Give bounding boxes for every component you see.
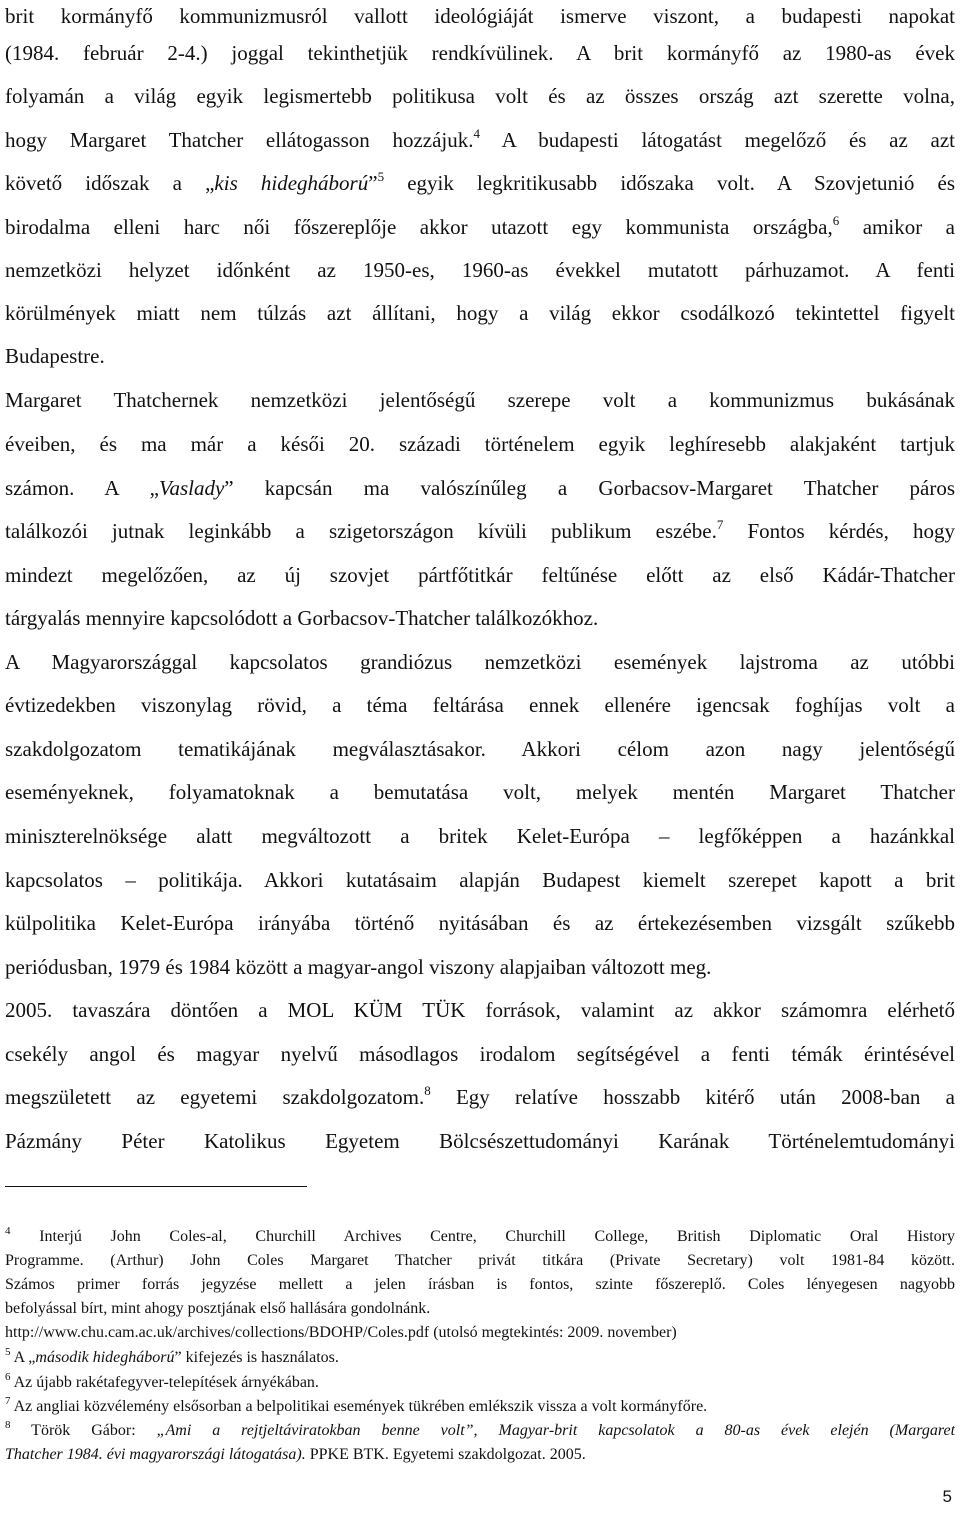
body-line (5, 1040, 955, 1068)
footnote-8 (5, 1420, 955, 1442)
body-line (5, 169, 955, 197)
body-text: találkozói jutnak leginkább a szigetországon kívüli publikum eszébe. (5, 519, 717, 543)
footnote-7 (5, 1396, 955, 1418)
body-text: Pázmány Péter Katolikus Egyetem Bölcsészettudományi Karának Történelemtudományi (5, 1129, 955, 1153)
body-text: számon. A „ (5, 476, 159, 500)
body-line (5, 561, 955, 589)
body-text: nemzetközi helyzet időnként az 1950-es, 1960-as évekkel mutatott párhuzamot. A fenti (5, 258, 955, 282)
footnote-number: 8 (5, 1420, 11, 1431)
body-text: külpolitika Kelet-Európa irányába történő nyitásában és az értekezésemben vizsgált szűkebb (5, 911, 955, 935)
body-line (5, 430, 955, 458)
body-line (5, 213, 955, 241)
footnote-separator (5, 1186, 307, 1187)
footnote-ref: 4 (473, 126, 480, 141)
page-number: 5 (942, 1487, 952, 1506)
footnote-text: ” kifejezés is használatos. (174, 1349, 339, 1366)
body-text: A budapesti látogatást megelőző és az azt (501, 128, 955, 152)
footnote-line (5, 1274, 955, 1296)
footnote-url-line (5, 1322, 955, 1344)
body-text: 2005. tavaszára döntően a MOL KÜM TÜK források, valamint az akkor számomra elérhető (5, 998, 955, 1022)
body-text: mindezt megelőzően, az új szovjet pártfőtitkár feltűnése előtt az első Kádár-Thatcher (5, 563, 955, 587)
footnote-number: 5 (5, 1347, 11, 1358)
body-line (5, 909, 955, 937)
body-line (5, 735, 955, 763)
footnote-5 (5, 1347, 955, 1369)
italic-term: Vaslady (158, 476, 225, 500)
footnote-ref: 7 (716, 517, 724, 532)
footnote-text: Török Gábor: (31, 1422, 157, 1439)
footnote-text: PPKE BTK. Egyetemi szakdolgozat. 2005. (305, 1446, 586, 1463)
footnote-ref: 5 (377, 169, 385, 184)
body-line (5, 386, 955, 414)
body-line (5, 39, 955, 67)
body-text: A Magyarországgal kapcsolatos grandiózus nemzetközi események lajstroma az utóbbi (5, 650, 955, 674)
body-line (5, 604, 955, 632)
body-line (5, 691, 955, 719)
body-text: hogy Margaret Thatcher ellátogasson hozzájuk. (5, 128, 474, 152)
body-text: Margaret Thatchernek nemzetközi jelentőségű szerepe volt a kommunizmus bukásának (5, 388, 955, 412)
body-text: ” (368, 171, 378, 195)
footnote-line (5, 1444, 955, 1466)
italic-title: Thatcher 1984. évi magyarországi látogatása). (5, 1446, 306, 1463)
body-line (5, 517, 955, 545)
body-text: Fontos kérdés, hogy (747, 519, 955, 543)
body-line (5, 299, 955, 327)
footnote-ref: 8 (424, 1083, 431, 1098)
footnote-line (5, 1250, 955, 1272)
body-line (5, 778, 955, 806)
body-text: miniszterelnöksége alatt megváltozott a britek Kelet-Európa – legfőképpen a hazánkkal (5, 824, 955, 848)
footnote-number: 7 (5, 1396, 11, 1407)
italic-title: „Ami a rejtjeltáviratokban benne volt”, Magyar-brit kapcsolatok a 80-as évek elején (Margaret (156, 1422, 955, 1439)
footnote-text: Az angliai közvélemény elsősorban a belpolitikai események tükrében emlékszik vissza a volt kormányfőre. (13, 1398, 708, 1415)
footnote-text: befolyással bírt, mint ahogy posztjának első hallására gondolnánk. (5, 1300, 431, 1317)
body-text: Egy relatíve hosszabb kitérő után 2008-ban a (455, 1085, 955, 1109)
body-text: tárgyalás mennyire kapcsolódott a Gorbacsov-Thatcher találkozókhoz. (5, 606, 599, 630)
body-text: megszületett az egyetemi szakdolgozatom. (5, 1085, 425, 1109)
footnote-line (5, 1298, 955, 1320)
body-text: ” kapcsán ma valószínűleg a Gorbacsov-Margaret Thatcher páros (224, 476, 955, 500)
footnote-number: 6 (5, 1372, 11, 1383)
body-line (5, 1083, 955, 1111)
body-text: birodalma elleni harc női főszereplője akkor utazott egy kommunista országba, (5, 215, 833, 239)
body-line (5, 996, 955, 1024)
body-line (5, 866, 955, 894)
italic-term: második hidegháború (35, 1349, 175, 1366)
body-text: (1984. február 2-4.) joggal tekinthetjük rendkívülinek. A brit kormányfő az 1980-as évek (5, 41, 955, 65)
body-text: kapcsolatos – politikája. Akkori kutatásaim alapján Budapest kiemelt szerepet kapott a brit (5, 868, 955, 892)
body-text: szakdolgozatom tematikájának megválasztásakor. Akkori célom azon nagy jelentőségű (5, 737, 955, 761)
footnote-text: Számos primer forrás jegyzése mellett a jelen írásban is fontos, szinte főszereplő. Coles lényegesen nagyobb (5, 1276, 955, 1293)
body-line (5, 342, 955, 370)
italic-term: kis hidegháború (214, 171, 369, 195)
footnote-text: Interjú John Coles-al, Churchill Archives Centre, Churchill College, British Diplomatic Oral History (39, 1228, 955, 1245)
body-text: egyik legkritikusabb időszaka volt. A Szovjetunió és (407, 171, 955, 195)
body-text: éveiben, és ma már a késői 20. századi történelem egyik leghíresebb alakjaként tartjuk (5, 432, 955, 456)
body-text: brit kormányfő kommunizmusról vallott ideológiáját ismerve viszont, a budapesti napokat (5, 4, 955, 28)
body-text: Budapestre. (5, 344, 105, 368)
footnote-ref: 6 (832, 213, 840, 228)
body-line (5, 126, 955, 154)
body-line (5, 2, 955, 30)
body-line (5, 1127, 955, 1155)
body-text: periódusban, 1979 és 1984 között a magyar-angol viszony alapjaiban változott meg. (5, 955, 712, 979)
body-text: eseményeknek, folyamatoknak a bemutatása volt, melyek mentén Margaret Thatcher (5, 780, 955, 804)
body-line (5, 822, 955, 850)
footnote-text: A „ (13, 1349, 36, 1366)
footnote-text: Az újabb rakétafegyver-telepítések árnyékában. (13, 1374, 319, 1391)
footnote-text: Programme. (Arthur) John Coles Margaret Thatcher privát titkára (Private Secretary) volt 1981-84 között. (5, 1252, 955, 1269)
body-text: évtizedekben viszonylag rövid, a téma feltárása ennek ellenére igencsak foghíjas volt a (5, 693, 955, 717)
body-text: körülmények miatt nem túlzás azt állítani, hogy a világ ekkor csodálkozó tekintettel figyelt (5, 301, 955, 325)
body-text: követő időszak a „ (5, 171, 215, 195)
body-text: amikor a (862, 215, 955, 239)
body-line (5, 648, 955, 676)
body-line (5, 256, 955, 284)
body-line (5, 82, 955, 110)
footnote-link[interactable]: http://www.chu.cam.ac.uk/archives/collections/BDOHP/Coles.pdf (utolsó megtekintés: 2009. november) (5, 1324, 677, 1341)
footnote-4 (5, 1226, 955, 1248)
body-line (5, 474, 955, 502)
footnote-number: 4 (5, 1226, 11, 1237)
footnote-6 (5, 1372, 955, 1394)
body-text: csekély angol és magyar nyelvű másodlagos irodalom segítségével a fenti témák érintésével (5, 1042, 955, 1066)
body-text: folyamán a világ egyik legismertebb politikusa volt és az összes ország azt szerette volna, (5, 84, 955, 108)
body-line (5, 953, 955, 981)
